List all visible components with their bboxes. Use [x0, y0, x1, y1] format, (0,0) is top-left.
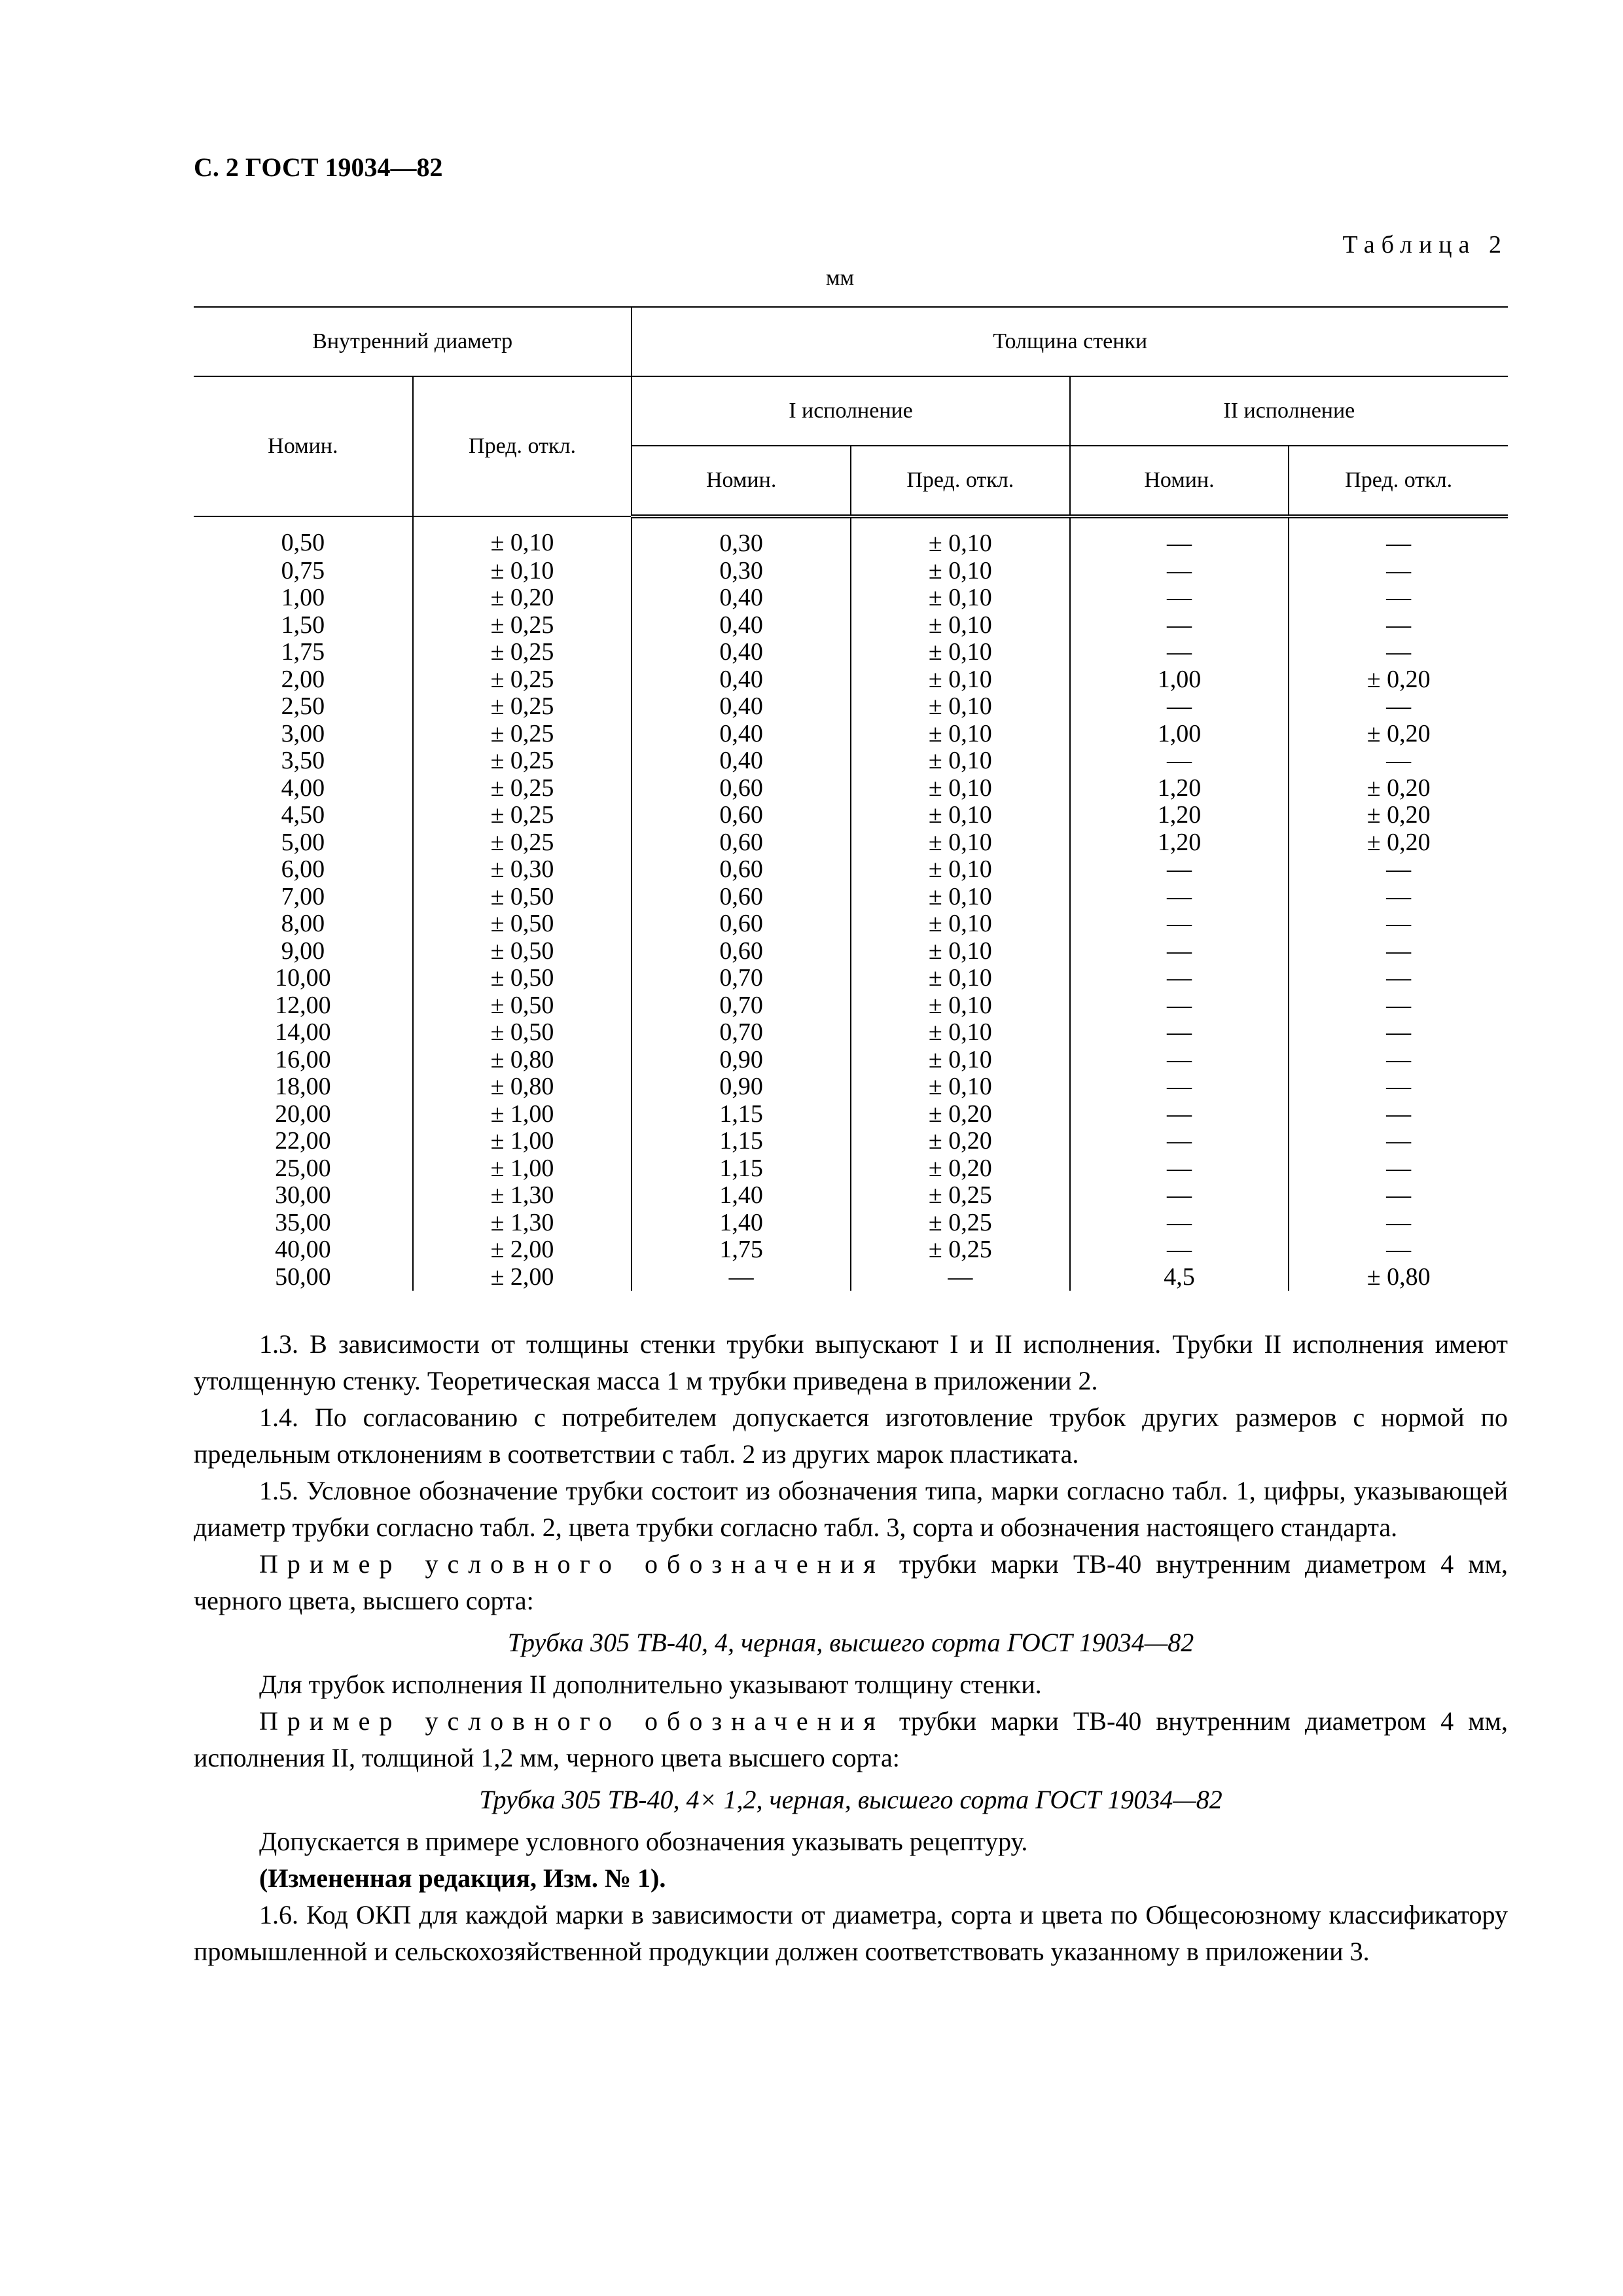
- paragraph-1-4: 1.4. По согласованию с потребителем допускается изготовление трубок других размеров с нормой по предельным отклонениям в соответствии с табл. 2 из других марок пластиката.: [194, 1403, 1508, 1469]
- table-row: [194, 1236, 1508, 1264]
- table-cell: ± 0,10: [851, 584, 1070, 612]
- table-cell: —: [1289, 1210, 1508, 1237]
- table-cell: ± 0,10: [851, 884, 1070, 911]
- table-cell: 0,70: [632, 965, 851, 992]
- table-cell: ± 0,50: [413, 938, 632, 965]
- table-cell: 1,40: [632, 1182, 851, 1210]
- paragraph-1-5: 1.5. Условное обозначение трубки состоит из обозначения типа, марки согласно табл. 1, цифры, указывающей диаметр трубки согласно табл. 2, цвета трубки согласно табл. 3, сорта и обозначения настоящего стандарта.: [194, 1476, 1508, 1542]
- table-cell: 0,40: [632, 612, 851, 639]
- table-cell: ± 0,20: [851, 1128, 1070, 1155]
- example-1-label: Пример условного обозначения: [259, 1549, 885, 1579]
- table-cell: —: [1289, 910, 1508, 938]
- table-cell: ± 2,00: [413, 1264, 632, 1291]
- table-cell: —: [1070, 884, 1289, 911]
- table-cell: —: [1070, 856, 1289, 884]
- table-cell: —: [1289, 1101, 1508, 1128]
- table-row: [194, 1047, 1508, 1074]
- table-cell: ± 0,10: [413, 558, 632, 585]
- header-exec2-nom: Номин.: [1070, 446, 1289, 516]
- table-cell: 0,30: [632, 516, 851, 558]
- table-cell: 1,75: [281, 638, 325, 666]
- table-cell: 4,50: [281, 801, 325, 829]
- table-row: [194, 558, 1508, 585]
- table-cell: ± 0,10: [851, 938, 1070, 965]
- table-cell: 4,00: [281, 774, 325, 802]
- table-cell: 1,15: [632, 1155, 851, 1183]
- table-cell: 6,00: [281, 855, 325, 883]
- table-cell: 1,40: [632, 1210, 851, 1237]
- table-row: [194, 1073, 1508, 1101]
- table-cell: —: [1289, 856, 1508, 884]
- table-cell: 0,40: [632, 747, 851, 775]
- table-cell: 8,00: [281, 910, 325, 937]
- table-cell: —: [1070, 516, 1289, 558]
- table-cell: 4,5: [1070, 1264, 1289, 1291]
- table-cell: ± 0,80: [413, 1047, 632, 1074]
- table-row: [194, 721, 1508, 748]
- table-cell: —: [1070, 1155, 1289, 1183]
- table-cell: ± 0,10: [851, 693, 1070, 721]
- table-cell: ± 0,25: [413, 693, 632, 721]
- table-body: [194, 516, 1508, 1291]
- table-cell: 25,00: [275, 1154, 331, 1182]
- table-cell: ± 0,10: [851, 639, 1070, 666]
- paragraph-1-3: 1.3. В зависимости от толщины стенки трубки выпускают I и II исполнения. Трубки II исполнения имеют утолщенную стенку. Теоретическая масса 1 м трубки приведена в приложении 2.: [194, 1329, 1508, 1395]
- table-cell: 18,00: [275, 1073, 331, 1100]
- page-header: С. 2 ГОСТ 19034—82: [194, 152, 443, 182]
- table-cell: ± 0,25: [851, 1210, 1070, 1237]
- table-cell: 1,15: [632, 1128, 851, 1155]
- table-cell: ± 0,20: [413, 584, 632, 612]
- table-cell: ± 1,30: [413, 1210, 632, 1237]
- table-cell: ± 0,80: [413, 1073, 632, 1101]
- table-cell: ± 0,10: [851, 802, 1070, 829]
- table-cell: —: [1289, 516, 1508, 558]
- table-cell: ± 0,20: [851, 1101, 1070, 1128]
- paragraph-1-6: 1.6. Код ОКП для каждой марки в зависимости от диаметра, сорта и цвета по Общесоюзному классификатору промышленной и сельскохозяйственной продукции должен соответствовать указанному в приложении 3.: [194, 1900, 1508, 1966]
- table-cell: ± 0,10: [851, 775, 1070, 802]
- table-cell: ± 0,10: [851, 829, 1070, 857]
- table-cell: ± 0,25: [413, 639, 632, 666]
- table-cell: ± 0,10: [851, 1019, 1070, 1047]
- table-caption: Таблица 2: [1342, 231, 1508, 259]
- table-cell: —: [1289, 584, 1508, 612]
- table-cell: ± 0,20: [1289, 721, 1508, 748]
- table-cell: —: [1070, 910, 1289, 938]
- paragraph-recipe: Допускается в примере условного обозначения указывать рецептуру.: [259, 1827, 1028, 1856]
- table-row: [194, 1019, 1508, 1047]
- table-cell: 0,60: [632, 856, 851, 884]
- table-row: [194, 992, 1508, 1020]
- table-cell: 0,60: [632, 884, 851, 911]
- table-cell: —: [851, 1264, 1070, 1291]
- table-cell: ± 0,20: [851, 1155, 1070, 1183]
- table-row: [194, 693, 1508, 721]
- table-cell: 0,40: [632, 584, 851, 612]
- table-cell: 1,20: [1070, 802, 1289, 829]
- table-cell: ± 0,25: [413, 721, 632, 748]
- table-unit: мм: [826, 266, 855, 290]
- table-cell: 0,70: [632, 992, 851, 1020]
- table-cell: 14,00: [275, 1018, 331, 1046]
- table-cell: ± 0,10: [851, 747, 1070, 775]
- table-cell: —: [1070, 1101, 1289, 1128]
- example-1-formula: Трубка 305 ТВ-40, 4, черная, высшего сорта ГОСТ 19034—82: [507, 1628, 1194, 1657]
- paragraph-changed-edition: (Измененная редакция, Изм. № 1).: [259, 1863, 666, 1893]
- table-cell: 30,00: [275, 1181, 331, 1209]
- table-cell: 22,00: [275, 1127, 331, 1155]
- table-cell: 1,75: [632, 1236, 851, 1264]
- table-cell: ± 1,00: [413, 1101, 632, 1128]
- table-cell: ± 0,10: [851, 965, 1070, 992]
- table-cell: 0,40: [632, 693, 851, 721]
- table-cell: ± 2,00: [413, 1236, 632, 1264]
- table-cell: —: [1289, 884, 1508, 911]
- table-cell: ± 0,25: [413, 666, 632, 694]
- table-cell: ± 1,30: [413, 1182, 632, 1210]
- table-cell: 3,00: [281, 719, 325, 747]
- table-cell: —: [1289, 1128, 1508, 1155]
- example-1: [194, 1546, 1508, 1619]
- table-cell: ± 0,50: [413, 965, 632, 992]
- table-cell: 10,00: [275, 964, 331, 992]
- table-cell: —: [1070, 1236, 1289, 1264]
- table-row: [194, 884, 1508, 911]
- table-cell: —: [1289, 747, 1508, 775]
- table-cell: —: [1289, 1073, 1508, 1101]
- table-cell: —: [1289, 612, 1508, 639]
- table-cell: ± 0,10: [851, 558, 1070, 585]
- table-cell: ± 0,10: [851, 1047, 1070, 1074]
- table-cell: ± 1,00: [413, 1155, 632, 1183]
- table-cell: 40,00: [275, 1236, 331, 1263]
- table-row: [194, 1264, 1508, 1291]
- example-1-text: трубки марки ТВ-40 внутренним диаметром 4 мм, черного цвета, высшего сорта:: [194, 1549, 1508, 1615]
- table-cell: 50,00: [275, 1263, 331, 1291]
- example-2: [194, 1703, 1508, 1776]
- table-cell: 20,00: [275, 1100, 331, 1128]
- example-2-formula: Трубка 305 ТВ-40, 4× 1,2, черная, высшего сорта ГОСТ 19034—82: [479, 1785, 1222, 1814]
- table-cell: ± 0,30: [413, 856, 632, 884]
- table-cell: —: [1289, 992, 1508, 1020]
- table-cell: ± 0,10: [851, 721, 1070, 748]
- table-cell: 35,00: [275, 1208, 331, 1236]
- table-row: [194, 666, 1508, 694]
- table-cell: —: [1289, 639, 1508, 666]
- table-cell: 0,40: [632, 639, 851, 666]
- table-cell: ± 0,10: [851, 910, 1070, 938]
- table-cell: 2,50: [281, 692, 325, 720]
- table-cell: —: [1070, 1047, 1289, 1074]
- table-cell: —: [1070, 693, 1289, 721]
- table-cell: ± 1,00: [413, 1128, 632, 1155]
- table-row: [194, 1155, 1508, 1183]
- table-cell: ± 0,10: [413, 516, 632, 558]
- table-cell: ± 0,20: [1289, 829, 1508, 857]
- table-cell: ± 0,10: [851, 612, 1070, 639]
- table-cell: —: [1289, 693, 1508, 721]
- table-cell: ± 0,50: [413, 910, 632, 938]
- dimensions-table: [194, 306, 1508, 1291]
- table-cell: —: [1070, 938, 1289, 965]
- table-cell: 0,70: [632, 1019, 851, 1047]
- table-cell: ± 0,10: [851, 1073, 1070, 1101]
- table-cell: 7,00: [281, 882, 325, 910]
- table-cell: —: [1289, 1182, 1508, 1210]
- table-cell: ± 0,20: [1289, 775, 1508, 802]
- table-row: [194, 910, 1508, 938]
- table-row: [194, 1182, 1508, 1210]
- table-cell: ± 0,50: [413, 1019, 632, 1047]
- header-inner-dev: Пред. откл.: [413, 376, 632, 516]
- table-cell: ± 0,50: [413, 992, 632, 1020]
- table-row: [194, 584, 1508, 612]
- body-text: [194, 1326, 1508, 1970]
- header-exec2-dev: Пред. откл.: [1289, 446, 1508, 516]
- table-cell: —: [1070, 992, 1289, 1020]
- table-cell: 1,00: [1070, 666, 1289, 694]
- header-wall-thickness: Толщина стенки: [632, 307, 1508, 376]
- table-cell: —: [1289, 965, 1508, 992]
- table-cell: —: [1070, 558, 1289, 585]
- table-cell: —: [1070, 747, 1289, 775]
- table-cell: ± 0,10: [851, 516, 1070, 558]
- table-cell: 1,20: [1070, 775, 1289, 802]
- header-inner-nom: Номин.: [194, 376, 413, 516]
- table-cell: ± 0,25: [851, 1182, 1070, 1210]
- table-cell: ± 0,25: [413, 829, 632, 857]
- table-cell: ± 0,25: [851, 1236, 1070, 1264]
- example-2-label: Пример условного обозначения: [259, 1706, 885, 1736]
- table-cell: ± 0,25: [413, 775, 632, 802]
- table-cell: 0,75: [281, 556, 325, 584]
- table-row: [194, 612, 1508, 639]
- table-cell: —: [1070, 1073, 1289, 1101]
- header-inner-diameter: Внутренний диаметр: [194, 307, 632, 376]
- table-cell: 0,40: [632, 721, 851, 748]
- table-cell: 12,00: [275, 991, 331, 1019]
- table-cell: ± 0,10: [851, 666, 1070, 694]
- table-cell: —: [1289, 1047, 1508, 1074]
- table-cell: —: [1070, 639, 1289, 666]
- table-row: [194, 802, 1508, 829]
- table-cell: ± 0,10: [851, 992, 1070, 1020]
- table-row: [194, 747, 1508, 775]
- table-cell: ± 0,25: [413, 612, 632, 639]
- table-cell: 0,30: [632, 558, 851, 585]
- header-exec-1: I исполнение: [632, 376, 1069, 446]
- table-cell: 5,00: [281, 828, 325, 856]
- table-cell: ± 0,20: [1289, 802, 1508, 829]
- table-cell: —: [1070, 1019, 1289, 1047]
- table-cell: 0,60: [632, 938, 851, 965]
- table-row: [194, 965, 1508, 992]
- table-cell: —: [632, 1264, 851, 1291]
- header-exec-2: II исполнение: [1070, 376, 1508, 446]
- table-cell: —: [1289, 938, 1508, 965]
- table-row: [194, 775, 1508, 802]
- table-cell: 0,60: [632, 802, 851, 829]
- table-cell: ± 0,50: [413, 884, 632, 911]
- table-row: [194, 639, 1508, 666]
- table-row: [194, 516, 1508, 558]
- table-cell: 1,50: [281, 611, 325, 639]
- table-row: [194, 1128, 1508, 1155]
- table-cell: 0,40: [632, 666, 851, 694]
- table-cell: 0,60: [632, 829, 851, 857]
- table-cell: 1,00: [281, 584, 325, 611]
- table-cell: 1,00: [1070, 721, 1289, 748]
- table-cell: —: [1070, 1128, 1289, 1155]
- table-cell: ± 0,80: [1289, 1264, 1508, 1291]
- table-cell: 0,90: [632, 1047, 851, 1074]
- table-cell: 3,50: [281, 747, 325, 774]
- table-cell: 0,60: [632, 910, 851, 938]
- table-cell: 9,00: [281, 937, 325, 965]
- table-cell: —: [1289, 1236, 1508, 1264]
- table-cell: —: [1070, 584, 1289, 612]
- table-row: [194, 856, 1508, 884]
- table-row: [194, 1101, 1508, 1128]
- paragraph-exec-2: Для трубок исполнения II дополнительно указывают толщину стенки.: [259, 1670, 1042, 1699]
- table-cell: 0,50: [281, 529, 325, 556]
- header-exec1-nom: Номин.: [632, 446, 851, 516]
- table-cell: —: [1070, 1182, 1289, 1210]
- example-2-text: трубки марки ТВ-40 внутренним диаметром 4 мм, исполнения II, толщиной 1,2 мм, черного цвета высшего сорта:: [194, 1706, 1508, 1772]
- table-row: [194, 938, 1508, 965]
- table-cell: 0,90: [632, 1073, 851, 1101]
- table-row: [194, 1210, 1508, 1237]
- table-cell: —: [1289, 1155, 1508, 1183]
- table-cell: 16,00: [275, 1045, 331, 1073]
- table-cell: —: [1289, 1019, 1508, 1047]
- table-cell: —: [1070, 965, 1289, 992]
- table-row: [194, 829, 1508, 857]
- table-cell: —: [1070, 612, 1289, 639]
- table-cell: 0,60: [632, 775, 851, 802]
- header-exec1-dev: Пред. откл.: [851, 446, 1070, 516]
- table-cell: ± 0,25: [413, 802, 632, 829]
- table-cell: —: [1289, 558, 1508, 585]
- table-cell: 1,20: [1070, 829, 1289, 857]
- table-cell: ± 0,10: [851, 856, 1070, 884]
- table-cell: —: [1070, 1210, 1289, 1237]
- table-cell: ± 0,20: [1289, 666, 1508, 694]
- table-cell: 1,15: [632, 1101, 851, 1128]
- table-cell: 2,00: [281, 665, 325, 693]
- table-cell: ± 0,25: [413, 747, 632, 775]
